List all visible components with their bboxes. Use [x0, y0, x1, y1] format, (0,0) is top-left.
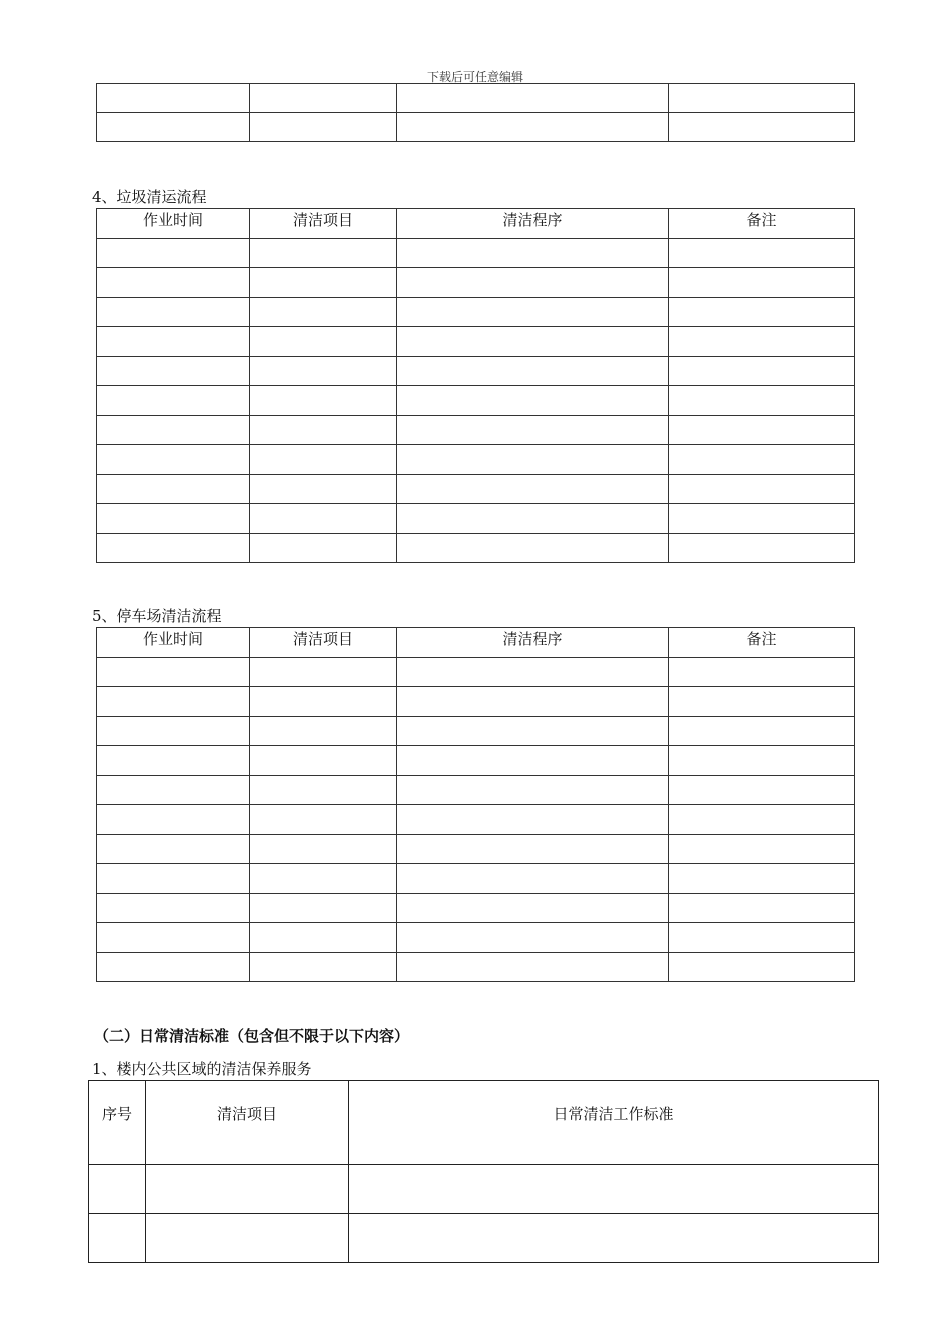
header-cleaning-item: 清洁项目	[250, 628, 397, 658]
table-row	[97, 113, 855, 142]
table-row	[97, 386, 855, 416]
table-cell	[250, 687, 397, 717]
table-row	[97, 657, 855, 687]
table-cell	[397, 893, 669, 923]
table-cell	[250, 415, 397, 445]
table-cell	[250, 356, 397, 386]
table-cell	[97, 268, 250, 298]
table-cell	[397, 687, 669, 717]
table-cell	[250, 504, 397, 534]
table-cell	[250, 84, 397, 113]
table-cell	[250, 238, 397, 268]
table-cell	[397, 923, 669, 953]
table-row	[97, 327, 855, 357]
table-cell	[397, 504, 669, 534]
table-cell	[669, 805, 855, 835]
table-cell	[669, 327, 855, 357]
table-cell	[97, 687, 250, 717]
table-cell	[669, 893, 855, 923]
table-row	[97, 893, 855, 923]
table-cell	[669, 238, 855, 268]
table-row	[97, 834, 855, 864]
table-cell	[669, 386, 855, 416]
table-cell	[397, 805, 669, 835]
table-cell	[97, 716, 250, 746]
table-cell	[669, 533, 855, 563]
table-header-row	[97, 628, 855, 658]
table-row	[97, 238, 855, 268]
table-cell	[97, 923, 250, 953]
trash-process-table	[96, 208, 855, 563]
table-cell	[250, 445, 397, 475]
table-cell	[97, 746, 250, 776]
table-cell	[97, 297, 250, 327]
table-cell	[397, 415, 669, 445]
table-cell	[250, 113, 397, 142]
header-cleaning-item: 清洁项目	[250, 209, 397, 239]
daily-cleaning-standard-table	[88, 1080, 879, 1263]
table-cell	[97, 657, 250, 687]
table-row	[97, 268, 855, 298]
table-header-row	[89, 1081, 879, 1165]
header-cleaning-procedure: 清洁程序	[397, 628, 669, 658]
table-cell	[669, 474, 855, 504]
table-cell	[397, 952, 669, 982]
table-cell	[250, 805, 397, 835]
table-cell	[250, 923, 397, 953]
table-cell	[250, 893, 397, 923]
header-cleaning-item: 清洁项目	[146, 1081, 349, 1165]
table-cell	[397, 356, 669, 386]
table-cell	[397, 268, 669, 298]
table-cell	[669, 268, 855, 298]
table-cell	[97, 864, 250, 894]
table-row	[97, 84, 855, 113]
table-cell	[349, 1214, 879, 1263]
table-cell	[97, 113, 250, 142]
table-row	[97, 474, 855, 504]
table-row	[97, 504, 855, 534]
table-cell	[669, 415, 855, 445]
table-cell	[250, 327, 397, 357]
table-cell	[250, 716, 397, 746]
table-cell	[397, 775, 669, 805]
table-cell	[669, 864, 855, 894]
table-cell	[397, 657, 669, 687]
table-cell	[397, 386, 669, 416]
table-cell	[397, 834, 669, 864]
table-cell	[397, 474, 669, 504]
table-cell	[250, 268, 397, 298]
table-cell	[669, 923, 855, 953]
table-cell	[250, 657, 397, 687]
table-cell	[669, 746, 855, 776]
header-work-time: 作业时间	[97, 628, 250, 658]
table-cell	[146, 1165, 349, 1214]
table-cell	[250, 834, 397, 864]
table-cell	[97, 533, 250, 563]
table-cell	[669, 657, 855, 687]
table-cell	[669, 113, 855, 142]
table-cell	[397, 238, 669, 268]
table-cell	[97, 474, 250, 504]
section-standard-title: （二）日常清洁标准（包含但不限于以下内容）	[94, 1027, 410, 1045]
table-row	[97, 923, 855, 953]
table-cell	[250, 474, 397, 504]
table-row	[97, 775, 855, 805]
table-cell	[97, 775, 250, 805]
table-cell	[669, 716, 855, 746]
table-cell	[250, 775, 397, 805]
table-cell	[397, 297, 669, 327]
table-cell	[250, 746, 397, 776]
table-cell	[669, 504, 855, 534]
table-cell	[397, 864, 669, 894]
header-cleaning-procedure: 清洁程序	[397, 209, 669, 239]
table-cell	[669, 834, 855, 864]
table-cell	[89, 1214, 146, 1263]
section-trash-title: 4、垃圾清运流程	[92, 188, 207, 206]
table-cell	[97, 84, 250, 113]
table-cell	[669, 445, 855, 475]
table-cell	[97, 327, 250, 357]
table-cell	[97, 504, 250, 534]
table-row	[97, 445, 855, 475]
top-partial-table	[96, 83, 855, 142]
table-cell	[250, 297, 397, 327]
table-cell	[97, 834, 250, 864]
table-cell	[250, 952, 397, 982]
table-row	[97, 746, 855, 776]
header-work-time: 作业时间	[97, 209, 250, 239]
header-daily-standard: 日常清洁工作标准	[349, 1081, 879, 1165]
table-cell	[97, 356, 250, 386]
table-cell	[397, 445, 669, 475]
table-header-row	[97, 209, 855, 239]
table-cell	[97, 893, 250, 923]
table-cell	[669, 297, 855, 327]
table-cell	[97, 415, 250, 445]
section-standard-subtitle: 1、楼内公共区域的清洁保养服务	[92, 1060, 312, 1078]
table-cell	[97, 238, 250, 268]
header-remarks: 备注	[669, 628, 855, 658]
table-cell	[397, 716, 669, 746]
table-cell	[669, 356, 855, 386]
table-row	[97, 415, 855, 445]
table-cell	[397, 113, 669, 142]
parking-process-table	[96, 627, 855, 982]
table-cell	[250, 386, 397, 416]
table-row	[89, 1214, 879, 1263]
table-row	[97, 805, 855, 835]
table-cell	[97, 952, 250, 982]
table-cell	[669, 84, 855, 113]
table-row	[97, 533, 855, 563]
table-cell	[97, 805, 250, 835]
table-cell	[397, 84, 669, 113]
table-row	[97, 356, 855, 386]
section-parking-title: 5、停车场清洁流程	[92, 607, 222, 625]
table-row	[89, 1165, 879, 1214]
table-cell	[669, 952, 855, 982]
table-cell	[397, 327, 669, 357]
table-cell	[146, 1214, 349, 1263]
header-serial-number: 序号	[89, 1081, 146, 1165]
table-row	[97, 297, 855, 327]
table-cell	[97, 386, 250, 416]
table-cell	[397, 746, 669, 776]
table-cell	[97, 445, 250, 475]
table-row	[97, 864, 855, 894]
table-cell	[669, 687, 855, 717]
table-cell	[250, 864, 397, 894]
table-cell	[669, 775, 855, 805]
table-row	[97, 687, 855, 717]
table-cell	[89, 1165, 146, 1214]
table-row	[97, 716, 855, 746]
table-cell	[349, 1165, 879, 1214]
table-cell	[250, 533, 397, 563]
watermark-text: 下载后可任意编辑	[426, 70, 523, 84]
header-remarks: 备注	[669, 209, 855, 239]
table-cell	[397, 533, 669, 563]
table-row	[97, 952, 855, 982]
